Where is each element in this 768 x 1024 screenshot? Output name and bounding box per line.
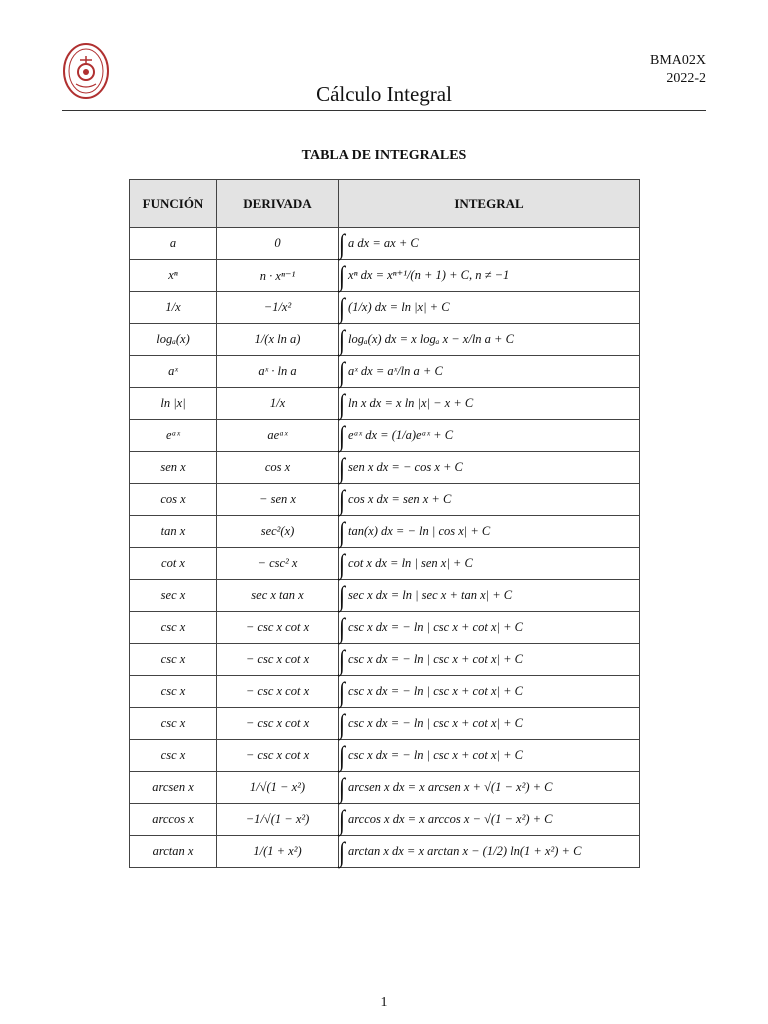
table-row [130,644,640,676]
function-cell: cot x [130,548,217,580]
integral-expression: arcsen x dx = x arcsen x + √(1 − x²) + C [348,779,553,794]
integral-expression: sec x dx = ln | sec x + tan x| + C [348,587,513,602]
integral-cell [339,676,640,708]
integral-cell [339,420,640,452]
integral-sign-icon: ∫ [339,355,346,387]
derivative-cell: − csc x cot x [217,644,339,676]
integral-sign-icon: ∫ [339,707,346,739]
integral-cell [339,516,640,548]
integral-cell [339,612,640,644]
table-row [130,260,640,292]
integral-expression: arctan x dx = x arctan x − (1/2) ln(1 + x²) + C [348,843,582,858]
table-row [130,580,640,612]
function-cell: tan x [130,516,217,548]
integral-sign-icon: ∫ [339,483,346,515]
integral-cell [339,836,640,868]
function-cell: csc x [130,708,217,740]
integral-cell [339,804,640,836]
table-row [130,804,640,836]
integral-sign-icon: ∫ [339,323,346,355]
table-row [130,356,640,388]
integral-sign-icon: ∫ [339,739,346,771]
table-row [130,292,640,324]
derivative-cell: 1/√(1 − x²) [217,772,339,804]
integral-expression: sen x dx = − cos x + C [348,459,463,474]
integral-cell [339,644,640,676]
integral-sign-icon: ∫ [339,451,346,483]
derivative-cell: cos x [217,452,339,484]
function-cell: csc x [130,612,217,644]
derivative-cell: −1/√(1 − x²) [217,804,339,836]
integral-expression: eᵃˣ dx = (1/a)eᵃˣ + C [348,427,454,442]
function-cell: 1/x [130,292,217,324]
integral-cell [339,292,640,324]
integral-cell [339,388,640,420]
integral-sign-icon: ∫ [339,227,346,259]
integral-cell [339,484,640,516]
integral-expression: csc x dx = − ln | csc x + cot x| + C [348,747,523,762]
derivative-cell: − csc x cot x [217,676,339,708]
table-row [130,836,640,868]
page-number: 1 [380,995,388,1010]
table-row [130,516,640,548]
function-cell: arcsen x [130,772,217,804]
derivative-cell: − sen x [217,484,339,516]
table-header-row [130,180,640,228]
table-row [130,740,640,772]
integral-sign-icon: ∫ [339,579,346,611]
integral-cell [339,548,640,580]
table-row [130,452,640,484]
function-cell: xⁿ [130,260,217,292]
table-row [130,484,640,516]
derivative-cell: − csc² x [217,548,339,580]
integral-expression: a dx = ax + C [348,235,419,250]
table-title: TABLA DE INTEGRALES [301,148,467,163]
derivative-cell: − csc x cot x [217,740,339,772]
table-row [130,388,640,420]
derivative-cell: − csc x cot x [217,612,339,644]
integral-sign-icon: ∫ [339,291,346,323]
table-row [130,548,640,580]
function-cell: sen x [130,452,217,484]
function-cell: aˣ [130,356,217,388]
integral-sign-icon: ∫ [339,515,346,547]
integral-sign-icon: ∫ [339,835,346,867]
function-cell: eᵃˣ [130,420,217,452]
function-cell: sec x [130,580,217,612]
integral-expression: arccos x dx = x arccos x − √(1 − x²) + C [348,811,553,826]
integral-expression: cot x dx = ln | sen x| + C [348,555,473,570]
integral-expression: csc x dx = − ln | csc x + cot x| + C [348,683,523,698]
derivative-cell: − csc x cot x [217,708,339,740]
function-cell: ln |x| [130,388,217,420]
integral-sign-icon: ∫ [339,547,346,579]
function-cell: arctan x [130,836,217,868]
table-row [130,420,640,452]
derivative-cell: 1/x [217,388,339,420]
integral-expression: cos x dx = sen x + C [348,491,452,506]
function-cell: csc x [130,740,217,772]
column-header-function: FUNCIÓN [130,180,217,228]
derivative-cell: −1/x² [217,292,339,324]
function-cell: logₐ(x) [130,324,217,356]
integral-sign-icon: ∫ [339,611,346,643]
integral-sign-icon: ∫ [339,259,346,291]
integral-sign-icon: ∫ [339,675,346,707]
function-cell: arccos x [130,804,217,836]
function-cell: csc x [130,644,217,676]
derivative-cell: aˣ · ln a [217,356,339,388]
course-code: BMA02X [649,53,706,68]
integral-cell [339,228,640,260]
function-cell: cos x [130,484,217,516]
column-header-integral: INTEGRAL [339,180,640,228]
derivative-cell: sec x tan x [217,580,339,612]
integral-cell [339,580,640,612]
derivative-cell: 0 [217,228,339,260]
table-row [130,772,640,804]
integral-expression: csc x dx = − ln | csc x + cot x| + C [348,619,523,634]
derivative-cell: 1/(x ln a) [217,324,339,356]
course-term: 2022-2 [666,71,706,86]
derivative-cell: n · xⁿ⁻¹ [217,260,339,292]
table-row [130,324,640,356]
integrals-table [129,179,640,868]
integral-expression: (1/x) dx = ln |x| + C [348,299,450,314]
integral-expression: xⁿ dx = xⁿ⁺¹/(n + 1) + C, n ≠ −1 [348,267,510,282]
integral-sign-icon: ∫ [339,419,346,451]
integral-sign-icon: ∫ [339,643,346,675]
document-title: Cálculo Integral [316,82,452,106]
header-divider [62,110,706,111]
table-row [130,708,640,740]
integral-expression: csc x dx = − ln | csc x + cot x| + C [348,651,523,666]
integral-expression: aˣ dx = aˣ/ln a + C [348,363,443,378]
integral-sign-icon: ∫ [339,803,346,835]
integral-expression: logₐ(x) dx = x logₐ x − x/ln a + C [348,331,514,346]
integral-sign-icon: ∫ [339,771,346,803]
integral-cell [339,740,640,772]
integral-sign-icon: ∫ [339,387,346,419]
table-row [130,612,640,644]
derivative-cell: sec²(x) [217,516,339,548]
integral-cell [339,772,640,804]
derivative-cell: 1/(1 + x²) [217,836,339,868]
integral-expression: tan(x) dx = − ln | cos x| + C [348,523,491,538]
column-header-derivative: DERIVADA [217,180,339,228]
integral-cell [339,260,640,292]
function-cell: a [130,228,217,260]
integral-cell [339,356,640,388]
table-row [130,676,640,708]
function-cell: csc x [130,676,217,708]
integral-cell [339,452,640,484]
integral-cell [339,708,640,740]
integral-expression: csc x dx = − ln | csc x + cot x| + C [348,715,523,730]
derivative-cell: aeᵃˣ [217,420,339,452]
table-row [130,228,640,260]
integral-expression: ln x dx = x ln |x| − x + C [348,395,474,410]
integral-cell [339,324,640,356]
